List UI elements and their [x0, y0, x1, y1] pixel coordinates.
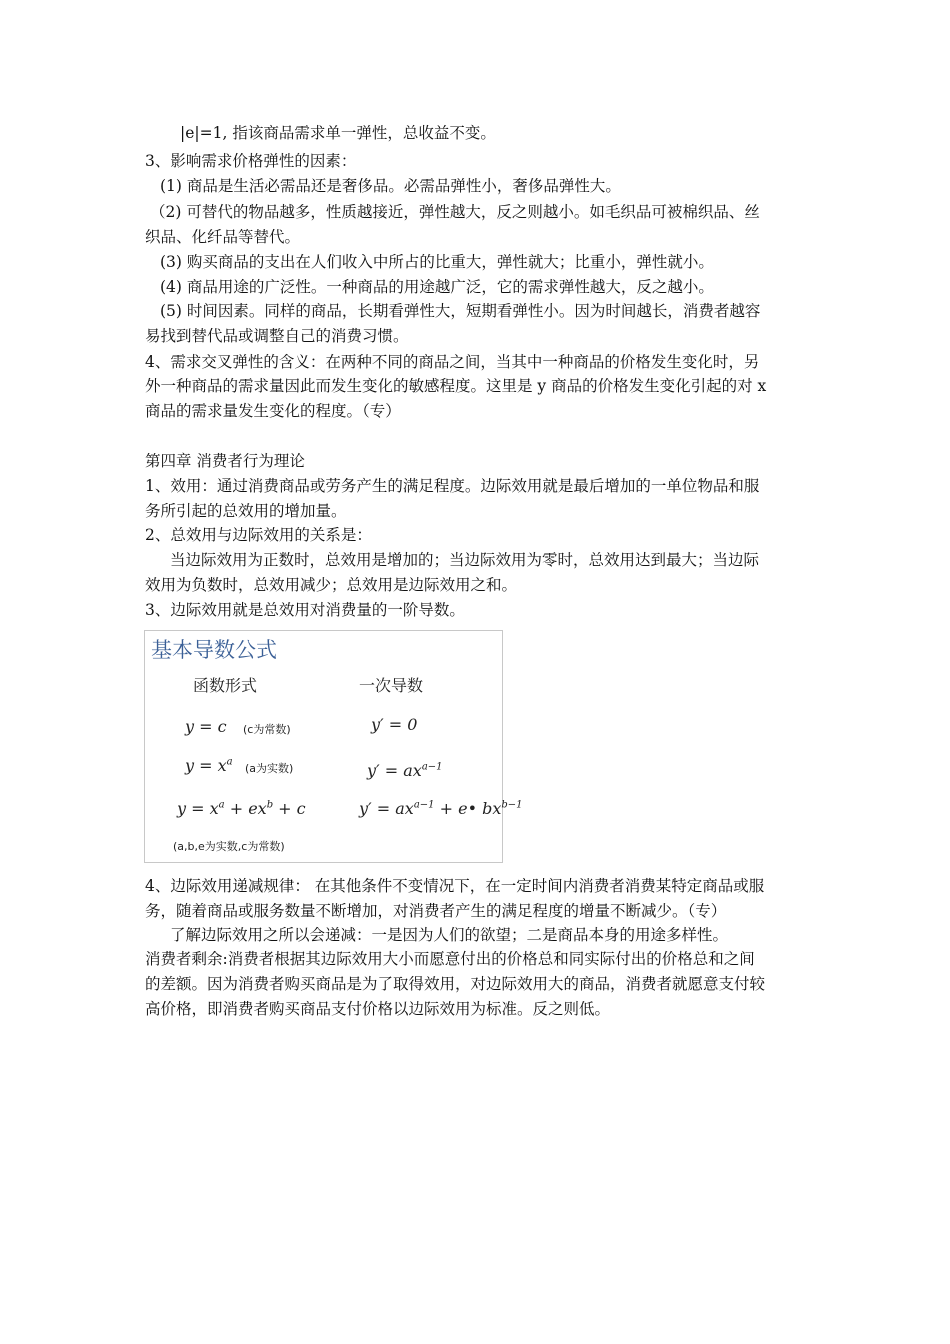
paragraph-line: 外一种商品的需求量因此而发生变化的敏感程度。这里是 y 商品的价格发生变化引起的对 x: [145, 377, 767, 395]
derivative-sum: $y' = ax^{a-1}$ + e• $bx^{b-1}$: [359, 799, 523, 818]
paragraph-line: （2) 可替代的物品越多，性质越接近，弹性越大，反之则越小。如毛织品可被棉织品、丝: [150, 203, 760, 221]
paragraph-line: 消费者剩余:消费者根据其边际效用大小而愿意付出的价格总和同实际付出的价格总和之间: [145, 950, 755, 968]
figure-title: 基本导数公式: [151, 638, 277, 662]
figure-footnote: (a,b,e为实数,c为常数): [173, 840, 285, 853]
paragraph-line: 务所引起的总效用的增加量。: [145, 502, 347, 520]
paragraph-line: |e|=1, 指该商品需求单一弹性，总收益不变。: [180, 124, 496, 142]
paragraph-line: 的差额。因为消费者购买商品是为了取得效用，对边际效用大的商品，消费者就愿意支付较: [145, 975, 766, 993]
paragraph-line: 4、需求交叉弹性的含义：在两种不同的商品之间，当其中一种商品的价格发生变化时，另: [145, 353, 760, 371]
formula-note: (a为实数): [245, 762, 294, 775]
paragraph-line: 了解边际效用之所以会递减：一是因为人们的欲望；二是商品本身的用途多样性。: [170, 926, 729, 944]
derivative-formula-figure: [144, 630, 523, 863]
formula-constant: y = c: [185, 717, 227, 736]
paragraph-line: 效用为负数时，总效用减少；总效用是边际效用之和。: [145, 576, 518, 594]
paragraph-line: 当边际效用为正数时，总效用是增加的；当边际效用为零时，总效用达到最大；当边际: [170, 551, 760, 569]
paragraph-line: 4、边际效用递减规律： 在其他条件不变情况下，在一定时间内消费者消费某特定商品或服: [145, 877, 765, 895]
paragraph-line: (5) 时间因素。同样的商品，长期看弹性大，短期看弹性小。因为时间越长，消费者越容: [160, 302, 761, 320]
formula-note: (c为常数): [243, 723, 291, 736]
paragraph-line: 高价格，即消费者购买商品支付价格以边际效用为标准。反之则低。: [145, 1000, 611, 1018]
formula-sum: $y = x^a + ex^b + c$: [177, 799, 306, 818]
derivative-constant: y′ = 0: [371, 715, 418, 734]
paragraph-line: 易找到替代品或调整自己的消费习惯。: [145, 327, 409, 345]
column-header-derivative: 一次导数: [359, 676, 424, 695]
paragraph-line: (3) 购买商品的支出在人们收入中所占的比重大，弹性就大；比重小，弹性就小。: [160, 253, 714, 271]
paragraph-line: (4) 商品用途的广泛性。一种商品的用途越广泛，它的需求弹性越大，反之越小。: [160, 278, 714, 296]
paragraph-line: (1) 商品是生活必需品还是奢侈品。必需品弹性小，奢侈品弹性大。: [160, 177, 621, 195]
chapter-heading: 第四章 消费者行为理论: [145, 452, 305, 470]
formula-power: $y = x^a$: [185, 756, 233, 775]
column-header-function: 函数形式: [193, 676, 258, 695]
paragraph-line: 1、效用：通过消费商品或劳务产生的满足程度。边际效用就是最后增加的一单位物品和服: [145, 477, 760, 495]
paragraph-line: 3、边际效用就是总效用对消费量的一阶导数。: [145, 601, 465, 619]
paragraph-line: 务，随着商品或服务数量不断增加，对消费者产生的满足程度的增量不断减少。（专）: [145, 902, 727, 920]
paragraph-line: 2、总效用与边际效用的关系是：: [145, 526, 372, 544]
paragraph-line: 织品、化纤品等替代。: [145, 228, 301, 246]
paragraph-line: 3、影响需求价格弹性的因素：: [145, 152, 357, 170]
paragraph-line: 商品的需求量发生变化的程度。（专）: [145, 402, 401, 420]
derivative-power: $y' = ax^{a-1}$: [367, 761, 443, 780]
